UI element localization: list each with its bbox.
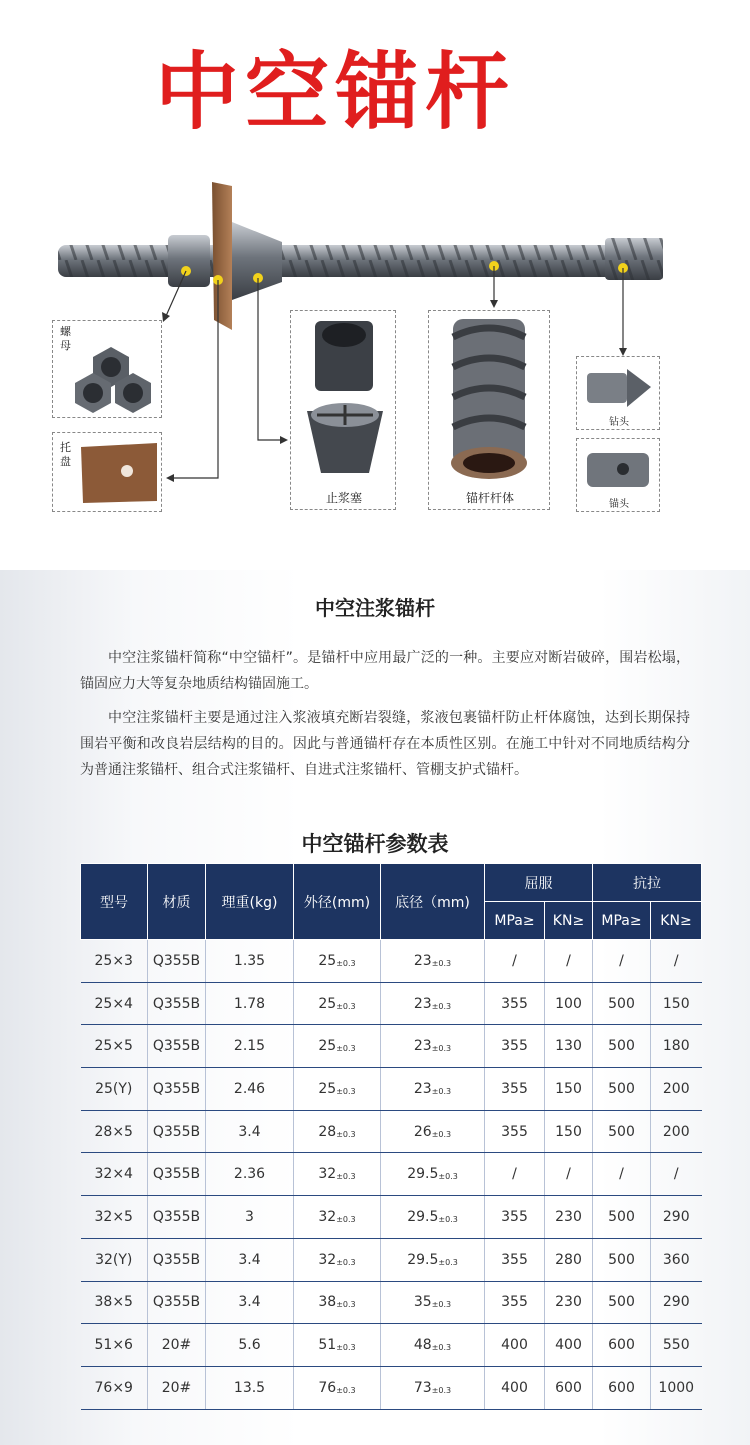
table-cell: 32×5 bbox=[81, 1196, 148, 1239]
table-cell: 20# bbox=[148, 1324, 206, 1367]
anchor-head-detail-box bbox=[576, 438, 660, 512]
table-cell: 32×4 bbox=[81, 1153, 148, 1196]
table-cell: / bbox=[651, 1153, 702, 1196]
table-cell: 290 bbox=[651, 1281, 702, 1324]
table-cell: 28×5 bbox=[81, 1110, 148, 1153]
rod-body-label: 锚杆杆体 bbox=[465, 491, 514, 505]
table-cell: Q355B bbox=[148, 1025, 206, 1068]
hero-title: 中空锚杆 bbox=[154, 43, 515, 141]
table-cell: 1.78 bbox=[206, 982, 294, 1025]
tolerance-note: ±0.3 bbox=[438, 1257, 458, 1267]
table-cell: 3.4 bbox=[206, 1238, 294, 1281]
table-cell: $29.5_{\pm 0.3}$ bbox=[381, 1153, 485, 1196]
tolerance-note: ±0.3 bbox=[431, 1001, 452, 1011]
table-cell: 500 bbox=[593, 982, 651, 1025]
table-cell: 600 bbox=[593, 1324, 651, 1367]
table-cell: 25×4 bbox=[81, 982, 148, 1025]
table-cell: $23_{\pm 0.3}$ bbox=[381, 1025, 485, 1068]
table-cell: 32(Y) bbox=[81, 1238, 148, 1281]
table-cell: $32_{\pm 0.3}$ bbox=[294, 1153, 381, 1196]
table-cell: 500 bbox=[593, 1281, 651, 1324]
table-cell: 500 bbox=[593, 1025, 651, 1068]
header-model: 型号 bbox=[81, 864, 148, 940]
nut-photo bbox=[71, 335, 159, 415]
header-outer-diameter: 外径(mm) bbox=[294, 864, 381, 940]
table-cell: $26_{\pm 0.3}$ bbox=[381, 1110, 485, 1153]
table-cell: 230 bbox=[545, 1281, 593, 1324]
table-cell: $25_{\pm 0.3}$ bbox=[294, 982, 381, 1025]
tolerance-note: ±0.3 bbox=[336, 1300, 356, 1310]
tolerance-note: ±0.3 bbox=[431, 958, 452, 968]
tolerance-note: ±0.3 bbox=[431, 1129, 452, 1139]
table-cell: 290 bbox=[651, 1196, 702, 1239]
table-body bbox=[81, 940, 702, 1410]
plate-label: 托盘 bbox=[60, 441, 71, 468]
header-tensile: 抗拉 bbox=[593, 864, 702, 902]
table-cell: $48_{\pm 0.3}$ bbox=[381, 1324, 485, 1367]
table-row bbox=[81, 1153, 702, 1196]
table-cell: 500 bbox=[593, 1238, 651, 1281]
drill-bit-detail-box bbox=[576, 356, 660, 430]
table-cell: Q355B bbox=[148, 1281, 206, 1324]
intro-paragraph-2: 中空注浆锚杆主要是通过注入浆液填充断岩裂缝，浆液包裹锚杆防止杆体腐蚀，达到长期保持围岩平衡和改良岩层结构的目的。因此与普通锚杆存在本质性区别。在施工中针对不同地质结构分为普通注浆锚杆、组合式注浆锚杆、自进式注浆锚杆、管棚支护式锚杆。 bbox=[80, 710, 690, 778]
table-cell: $29.5_{\pm 0.3}$ bbox=[381, 1238, 485, 1281]
table-cell: 355 bbox=[485, 1196, 545, 1239]
table-cell: 2.46 bbox=[206, 1068, 294, 1111]
table-cell: 25(Y) bbox=[81, 1068, 148, 1111]
table-title: 中空锚杆参数表 bbox=[301, 832, 449, 856]
tolerance-note: ±0.3 bbox=[336, 1001, 356, 1011]
table-cell: 355 bbox=[485, 1025, 545, 1068]
table-cell: $25_{\pm 0.3}$ bbox=[294, 940, 381, 983]
table-cell: 355 bbox=[485, 982, 545, 1025]
table-cell: $32_{\pm 0.3}$ bbox=[294, 1196, 381, 1239]
table-cell: 600 bbox=[545, 1366, 593, 1409]
rod-body-detail-box bbox=[428, 310, 550, 510]
info-section bbox=[0, 570, 750, 1445]
table-cell: / bbox=[593, 940, 651, 983]
table-cell: 76×9 bbox=[81, 1366, 148, 1409]
tolerance-note: ±0.3 bbox=[431, 1343, 452, 1353]
table-row bbox=[81, 982, 702, 1025]
table-cell: $32_{\pm 0.3}$ bbox=[294, 1238, 381, 1281]
table-cell: 550 bbox=[651, 1324, 702, 1367]
table-cell: 3.4 bbox=[206, 1281, 294, 1324]
table-row bbox=[81, 1110, 702, 1153]
table-cell: $29.5_{\pm 0.3}$ bbox=[381, 1196, 485, 1239]
table-cell: / bbox=[545, 1153, 593, 1196]
table-cell: $38_{\pm 0.3}$ bbox=[294, 1281, 381, 1324]
table-row bbox=[81, 1238, 702, 1281]
table-cell: $23_{\pm 0.3}$ bbox=[381, 1068, 485, 1111]
tolerance-note: ±0.3 bbox=[336, 1044, 356, 1054]
table-row bbox=[81, 1281, 702, 1324]
table-row bbox=[81, 1068, 702, 1111]
table-cell: 200 bbox=[651, 1068, 702, 1111]
table-cell: 280 bbox=[545, 1238, 593, 1281]
tolerance-note: ±0.3 bbox=[438, 1172, 458, 1182]
table-cell: 355 bbox=[485, 1068, 545, 1111]
tolerance-note: ±0.3 bbox=[431, 1385, 452, 1395]
table-cell: 51×6 bbox=[81, 1324, 148, 1367]
table-cell: Q355B bbox=[148, 1196, 206, 1239]
table-cell: 150 bbox=[545, 1110, 593, 1153]
tolerance-note: ±0.3 bbox=[336, 1129, 356, 1139]
header-tensile-mpa: MPa≥ bbox=[593, 902, 651, 940]
table-cell: 1.35 bbox=[206, 940, 294, 983]
nut-label: 螺母 bbox=[60, 325, 71, 352]
table-row bbox=[81, 1196, 702, 1239]
table-cell: Q355B bbox=[148, 1068, 206, 1111]
table-cell: $25_{\pm 0.3}$ bbox=[294, 1068, 381, 1111]
table-cell: Q355B bbox=[148, 1153, 206, 1196]
table-cell: 2.36 bbox=[206, 1153, 294, 1196]
tolerance-note: ±0.3 bbox=[336, 1343, 356, 1353]
stopper-label: 止浆塞 bbox=[325, 491, 362, 505]
table-cell: 3.4 bbox=[206, 1110, 294, 1153]
table-row bbox=[81, 1366, 702, 1409]
tolerance-note: ±0.3 bbox=[336, 1385, 356, 1395]
table-cell: $35_{\pm 0.3}$ bbox=[381, 1281, 485, 1324]
tolerance-note: ±0.3 bbox=[438, 1214, 458, 1224]
table-cell: 3 bbox=[206, 1196, 294, 1239]
table-cell: $51_{\pm 0.3}$ bbox=[294, 1324, 381, 1367]
table-cell: 355 bbox=[485, 1281, 545, 1324]
stopper-photo bbox=[303, 319, 387, 479]
table-cell: $73_{\pm 0.3}$ bbox=[381, 1366, 485, 1409]
table-row bbox=[81, 1025, 702, 1068]
table-cell: $28_{\pm 0.3}$ bbox=[294, 1110, 381, 1153]
header-yield: 屈服 bbox=[485, 864, 593, 902]
intro-title: 中空注浆锚杆 bbox=[315, 596, 435, 620]
table-cell: 150 bbox=[545, 1068, 593, 1111]
table-cell: 360 bbox=[651, 1238, 702, 1281]
table-cell: / bbox=[593, 1153, 651, 1196]
table-cell: 600 bbox=[593, 1366, 651, 1409]
nut-detail-box bbox=[52, 320, 162, 418]
table-cell: 25×5 bbox=[81, 1025, 148, 1068]
hero-section bbox=[0, 0, 750, 570]
table-cell: 500 bbox=[593, 1196, 651, 1239]
table-cell: 400 bbox=[545, 1324, 593, 1367]
table-cell: Q355B bbox=[148, 940, 206, 983]
table-row bbox=[81, 940, 702, 983]
table-cell: $25_{\pm 0.3}$ bbox=[294, 1025, 381, 1068]
tolerance-note: ±0.3 bbox=[431, 1300, 452, 1310]
table-cell: $76_{\pm 0.3}$ bbox=[294, 1366, 381, 1409]
table-cell: Q355B bbox=[148, 1110, 206, 1153]
table-cell: 500 bbox=[593, 1110, 651, 1153]
rod-body-photo bbox=[439, 315, 543, 483]
intro-paragraph-1: 中空注浆锚杆简称“中空锚杆”。是锚杆中应用最广泛的一种。主要应对断岩破碎，围岩松塌，锚固应力大等复杂地质结构锚固施工。 bbox=[80, 650, 690, 692]
table-cell: 355 bbox=[485, 1238, 545, 1281]
table-cell: 13.5 bbox=[206, 1366, 294, 1409]
table-cell: Q355B bbox=[148, 982, 206, 1025]
table-cell: / bbox=[545, 940, 593, 983]
header-tensile-kn: KN≥ bbox=[651, 902, 702, 940]
table-cell: / bbox=[485, 1153, 545, 1196]
tolerance-note: ±0.3 bbox=[431, 1044, 452, 1054]
header-yield-mpa: MPa≥ bbox=[485, 902, 545, 940]
table-cell: 20# bbox=[148, 1366, 206, 1409]
table-cell: 200 bbox=[651, 1110, 702, 1153]
plate-detail-box bbox=[52, 432, 162, 512]
table-cell: 230 bbox=[545, 1196, 593, 1239]
table-cell: 150 bbox=[651, 982, 702, 1025]
table-cell: 400 bbox=[485, 1366, 545, 1409]
table-cell: 100 bbox=[545, 982, 593, 1025]
anchor-head-label: 锚头 bbox=[609, 499, 629, 510]
table-cell: / bbox=[651, 940, 702, 983]
table-cell: 500 bbox=[593, 1068, 651, 1111]
table-cell: $23_{\pm 0.3}$ bbox=[381, 982, 485, 1025]
table-cell: / bbox=[485, 940, 545, 983]
table-cell: 1000 bbox=[651, 1366, 702, 1409]
plate-photo bbox=[79, 441, 159, 505]
tolerance-note: ±0.3 bbox=[336, 1172, 356, 1182]
table-cell: 2.15 bbox=[206, 1025, 294, 1068]
table-cell: $23_{\pm 0.3}$ bbox=[381, 940, 485, 983]
anchor-head-photo bbox=[583, 445, 655, 493]
table-cell: 355 bbox=[485, 1110, 545, 1153]
tolerance-note: ±0.3 bbox=[336, 958, 356, 968]
table-row bbox=[81, 1324, 702, 1367]
table-cell: 400 bbox=[485, 1324, 545, 1367]
tolerance-note: ±0.3 bbox=[431, 1086, 452, 1096]
stopper-detail-box bbox=[290, 310, 396, 510]
header-yield-kn: KN≥ bbox=[545, 902, 593, 940]
table-cell: 5.6 bbox=[206, 1324, 294, 1367]
tolerance-note: ±0.3 bbox=[336, 1086, 356, 1096]
tolerance-note: ±0.3 bbox=[336, 1214, 356, 1224]
header-material: 材质 bbox=[148, 864, 206, 940]
tolerance-note: ±0.3 bbox=[336, 1257, 356, 1267]
header-weight: 理重(kg) bbox=[206, 864, 294, 940]
header-inner-diameter: 底径（mm) bbox=[381, 864, 485, 940]
table-cell: 38×5 bbox=[81, 1281, 148, 1324]
drill-bit-label: 钻头 bbox=[609, 417, 629, 428]
table-cell: 25×3 bbox=[81, 940, 148, 983]
drill-bit-photo bbox=[583, 363, 655, 411]
table-cell: Q355B bbox=[148, 1238, 206, 1281]
table-cell: 130 bbox=[545, 1025, 593, 1068]
table-cell: 180 bbox=[651, 1025, 702, 1068]
param-table bbox=[80, 863, 702, 1410]
